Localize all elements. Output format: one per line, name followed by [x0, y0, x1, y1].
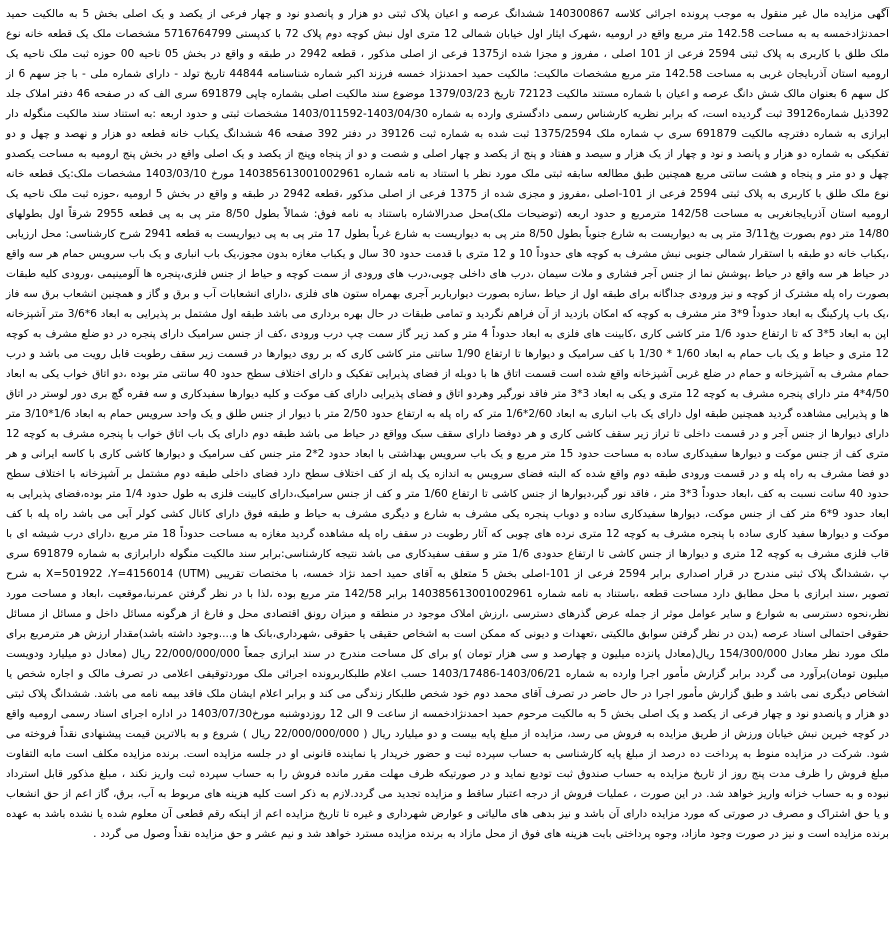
auction-notice-body: آگهی مزایده مال غیر منقول به موجب پرونده اجرائی کلاسه 140300867 ششدانگ عرصه و اعیان پلاک ثبتی دو هزار و پانصدو نود و چهار فرعی از یکصد و یک اصلی بخش 5 به مالکیت حمید احمدنژادخمسه به به مساحت 142.58 متر مربع واقع در ارومیه ،شهرک ایثار اول خیابان شمالی 12 متری اول نبش کوچه دوم پلاک 72 با کدپستی 5716764799 مشخصات ملک یک قطعه خانه نوع ملک طلق با کاربری به پلاک ثبتی 2594 فرعی از 101 اصلی ، مفروز و مجزا شده از1375 فرعی از اصلی مذکور ، قطعه 2942 در طبقه و واقع در بخش 05 ناحیه 00 حوزه ثبت ملک ناحیه یک ارومیه استان آذربایجان غربی به مساحت 142.58 متر مربع مشخصات مالکیت: مالکیت حمید احمدنژاد خمسه فرزند اکبر شماره شناسنامه 44844 تاریخ تولد - دارای شماره ملی - با جز سهم 6 از کل سهم 6 بعنوان مالک شش دانگ عرصه و اعیان با شماره مستند مالکیت 72123 تاریخ 1379/03/23 موضوع سند مالکیت اصلی بشماره چاپی 691879 سری الف که در صفحه 46 دفتر املاک جلد 392ذیل شماره39126 ثبت گردیده است، که برابر نظریه کارشناس رسمی دادگستری وارده به شماره 1403/04/30-1403/011592 مشخصات ثبتی و حدود اربعه :به استناد سند مالکیت منگوله دار ابرازی به شماره دفترچه مالکیت 691879 سری پ شماره ملک 1375/2594 ثبت شده به شماره ثبت 39126 در دفتر 392 صفحه 46 ششدانگ یکباب خانه قطعه دو هزار و نهصد و چهل و دو تفکیکی به شماره دو هزار و پانصد و نود و چهار از یک هزار و سیصد و هفتاد و پنج از یکصد و چهار اصلی و شصت و دو از پنجاه وپنج از یکصد و یک اصلی واقع در بخش پنج ارومیه به مساحت یکصدو چهل و دو متر و پنجاه و هشت سانتی مربع همچنین طبق مطالعه سابقه ثبتی ملک مورد نظر با استناد به نامه شماره 140385613001002961 مورخ 1403/03/10 مشخصات ملک:یک قطعه خانه نوع ملک طلق با کاربری به پلاک ثبتی 2594 فرعی از 101-اصلی ،مفروز و مجزی شده از 1375 فرعی از اصلی مذکور ،قطعه 2942 در طبقه و واقع در بخش 5 ارومیه ،حوزه ثبت ملک ناحیه یک ارومیه استان آذربایجانغربی به مساحت 142/58 مترمربع و حدود اربعه (توضیحات ملک)محل صدرالاشاره باستناد به نامه فوق: شمالاً بطول 8/50 متر پی به پی قطعه 2955 شرقاً اول بطولهای 14/80 متر دوم بصورت پخ3/11 متر پی به دیواریست به شارع جنوباً بطول 8/50 متر پی به دیواریست به شارع غرباً بطول 17 متر پی به پی دیواریست به قطعه 2941 شرح کارشناسی: محل ارزیابی ،یکباب خانه دو طبقه با استقرار شمالی جنوبی نبش مشرف به کوچه های حدوداً 10 و 12 متری با قدمت حدود 30 سال و یکباب مغازه بدون مجوز،یک باب انباری و یک باب سرویس حمام هر سه واقع در حیاط هر سه واقع در حیاط ،پوشش نما از جنس آجر فشاری و ملات سیمان ،درب های داخلی چوبی،درب های ورودی از سمت کوچه و حیاط از جنس فلزی،پنجره ها آلومینیمی ،ورودی کلیه طبقات بصورت راه پله مشترک از کوچه و نیز ورودی جداگانه برای طبقه اول از حیاط ،سازه بصورت دیوارباربر آجری بهمراه ستون های فلزی ،دارای انشعابات آب و برق و گاز و همچنین انشعاب برق سه فاز ،یک باب پارکینگ به ابعاد حدوداً 9*3 متر مشرف به کوچه که امکان بازدید از آن فراهم نگردید و تمامی طبقات در حال بهره برداری می باشد طبقه اول مشتمل بر پذیرایی به ابعاد 6*3/6 متر آشپزخانه اپن به ابعاد 5*3 که تا ارتفاع حدود 1/6 متر کاشی کاری ،کابینت های فلزی به ابعاد حدوداً 4 متر و کمد زیر گاز سمت چپ درب ورودی ،کف از جنس سرامیک دارای پنجره در دو ضلع مشرف به کوچه 12 متری و حیاط و یک باب حمام به ابعاد 1/60 * 1/30 با کف سرامیک و دیوارها تا ارتفاع 1/90 سانتی متر کاشی کاری که بر روی دیوارها در قسمت زیر سقف رطوبت قابل رویت می باشد و درب حمام مشرف به آشپزخانه و حمام در ضلع غربی آشپزخانه واقع شده است قسمت اتاق ها با دوبله از فضای پذیرایی تفکیک و دارای اختلاف سطح حدود 40 سانتی متر بوده ،دو اتاق خواب یکی به ابعاد 4/50*4 متر دارای پنجره مشرف به کوچه 12 متری و یکی به ابعاد 3*3 متر فاقد نورگیر وهردو اتاق و فضای پذیرایی دارای کف موکت و کلیه دیوارها سفیدکاری و سه فقره گچ بری دور لوستر در اتاق ها و پذیرایی مشاهده گردید همچنین طبقه اول دارای یک باب انباری به ابعاد 2/60*1/6 متر که راه پله به ارتفاع حدود 2/50 متر با دیوار از جنس طلق و یک واحد سرویس حمام به ابعاد 1/6*3/10 متر دارای دیوارها از جنس آجر و در قسمت داخلی تا تراز زیر سقف کاشی کاری و هر دوفضا دارای سقف سبک وواقع در حیاط می باشد طبقه دوم دارای یک باب اتاق خواب با پنجره مشرف به کوچه 12 متری کف از جنس موکت و دیوارها سفیدکاری ساده به مساحت حدود 15 متر مربع و یک باب سرویس بهداشتی با ابعاد حدود 2*2 متر جنس کف سرامیک و دیوارها کاشی کاری با کاسه ایرانی و هر دو فضا مشرف به راه پله و در قسمت ورودی طبقه دوم واقع شده که البته فضای سرویس به اندازه یک پله از کف اختلاف سطح دارد فضای داخلی طبقه دوم مشتمل بر آشپزخانه با اختلاف سطح حدود 40 سانت نسبت به کف ،ابعاد حدوداً 3*3 متر ، فاقد نور گیر،دیوارها از جنس کاشی تا ارتفاع 1/60 متر و کف از جنس سرامیک،دارای کابینت فلزی به طول حدود 1/4 متر بوده،فضای پذیرایی به ابعاد حدود 9*6 متر کف از جنس موکت، دیوارها سفیدکاری ساده و دوباب پنجره یکی مشرف به شارع و دیگری مشرف به حیاط و طبقه فوق دارای کانال کشی کولر آبی می باشد راه پله با کف موکت و دیوارها سفید کاری ساده با پنجره مشرف به کوچه 12 متری نرده های چوبی که آثار رطوبت در سقف راه پله مشاهده گردید مغازه به مساحت حدوداً 18 متر مربع ،دارای درب شیشه ای با قاب فلزی مشرف به کوچه 12 متری و دیوارها از جنس کاشی تا ارتفاع حدودی 1/6 متر و سقف سفیدکاری می باشد نتیجه کارشناسی:برابر سند مالکیت منگوله دارابرازی به شماره 691879 سری پ ،ششدانگ پلاک ثبتی مندرج در قرار اصداری برابر 2594 فرعی از 101-اصلی بخش 5 متعلق به آقای حمید احمد نژاد خمسه، با مختصات تقریبی (UTM) X=501922 ،Y=4156014 به شرح تصویر ،سند ابرازی با محل مطابق دارد مساحت قطعه ،باستناد به نامه شماره 140385613001002961 برابر 142/58 متر مربع بوده ،لذا با در نظر گرفتن عمرنبا،موقعیت ،ابعاد و مساحت مورد نظر،نحوه دسترسی به شوارع و سایر عوامل موثر از جمله عرض گذرهای دسترسی ،ارزش املاک موجود در منطقه و میزان رونق اقتصادی محل و فارغ از هرگونه مسائل داخل و مسائل از مسائل حقوقی احتمالی اسناد عرصه (بدن در نظر گرفتن سوابق مالکیتی ،تعهدات و دیونی که ممکن است به اشخاص حقیقی یا حقوقی ،شهرداری،بانک ها و....وجود داشته باشد)مقدار ارزش هر مترمربع برای ملک مورد نظر معادل 154/300/000 ریال(معادل پانزده میلیون و چهارصد و سی هزار تومان )و برای کل مساحت مندرج در سند ابرازی جمعاً 22/000/000/000 ریال (معادل دو میلیارد ودویست میلیون تومان)برآورد می گردد برابر گزارش مأمور اجرا وارده به شماره 1403/06/21-1403/17486 حسب اعلام طلبکاربرونده اجرائی ملک موردتوقیفی اعلامی در تصرف مالک و اجاره شخص یا اشخاص دیگری نمی باشد و طبق گزارش مأمور اجرا در حال حاضر در تصرف آقای محمد دوم خود شخص طلبکار زندگی می کند و برابر اعلام ایشان ملک فاقد بیمه نامه می باشد. ششدانگ پلاک ثبتی دو هزار و پانصدو نود و چهار فرعی از یکصد و یک اصلی بخش 5 به مالکیت مرحوم حمید احمدنژادخمسه از ساعت 9 الی 12 روزدوشنبه مورخ1403/07/30 در اداره اجرای اسناد رسمی ارومیه واقع در کوچه خیرین نبش خیابان ورزش از طریق مزایده به فروش می رسد، مزایده از مبلغ پایه بیست و دو میلیارد ریال ( 22/000/000/000 ریال ) شروع و به بالاترین قیمت پیشنهادی نقداً فروخته می شود. شرکت در مزایده منوط به پرداخت ده درصد از مبلغ پایه کارشناسی به حساب سپرده ثبت و حضور خریدار یا نماینده قانونی او در جلسه مزایده است. برنده مزایده مکلف است مابه التفاوت مبلغ فروش را ظرف مدت پنج روز از تاریخ مزایده به حساب صندوق ثبت تودیع نماید و در صورتیکه ظرف مهلت مقرر مانده فروش را به حساب سپرده ثبت واریز نکند ، مبلغ مذکور قابل استرداد نبوده و به حساب خزانه واریز خواهد شد. در این صورت ، عملیات فروش از درجه اعتبار ساقط و مزایده تجدید می گردد.لازم به ذکر است کلیه هزینه های مربوط به آب، برق، گاز اعم از حق انشعاب و یا حق اشتراک و مصرف در صورتی که مورد مزایده دارای آن باشد و نیز بدهی های مالیاتی و عوارض شهرداری و غیره تا تاریخ مزایده اعم از اینکه رقم قطعی آن معلوم شده یا نشده باشد به عهده برنده مزایده است و نیز در صورت وجود مازاد، وجوه پرداختی بابت هزینه های فوق از محل مازاد به برنده مزایده مسترد خواهد شد و نیم عشر و حق مزایده نقداً وصول می گردد . [6, 8, 890, 840]
